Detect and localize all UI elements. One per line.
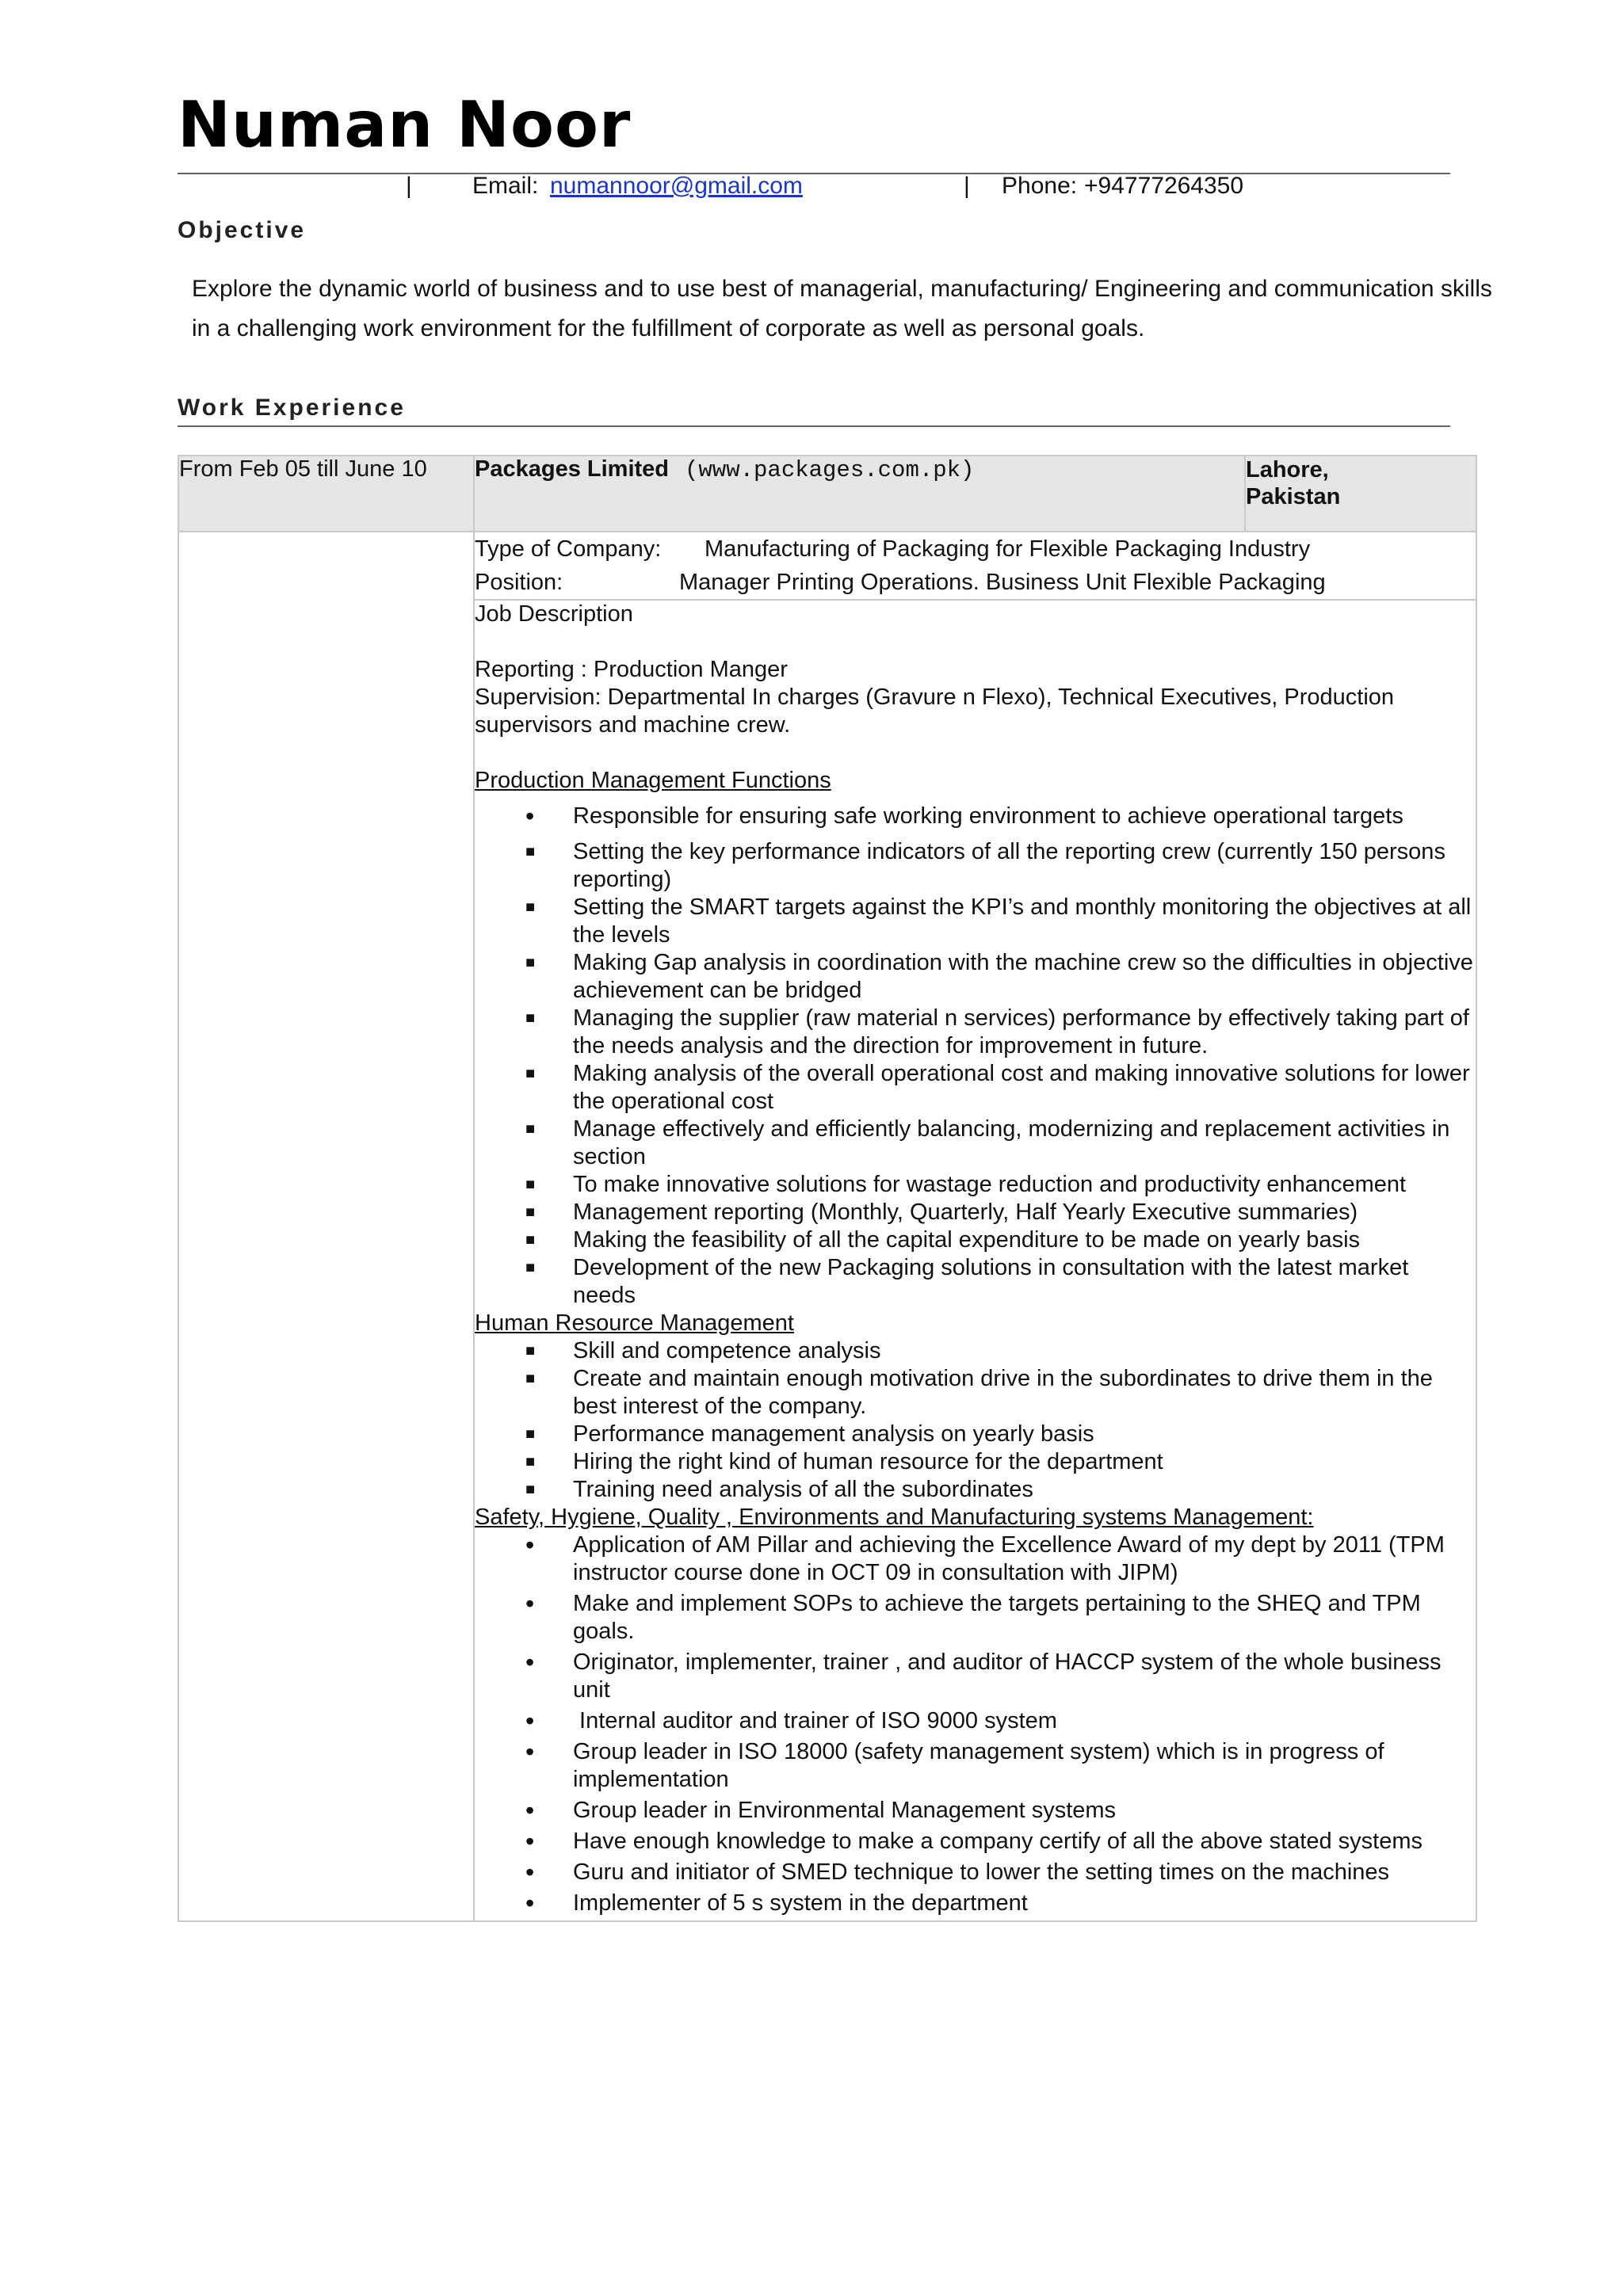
list-item: ■ Setting the SMART targets against the KPI’s and monthly monitoring the objectives at all the levels <box>525 894 1472 948</box>
square-bullet-icon: ■ <box>525 1342 536 1360</box>
list-item: ■ Making the feasibility of all the capital expenditure to be made on yearly basis <box>525 1227 1361 1253</box>
square-bullet-icon: ■ <box>525 1009 536 1027</box>
list-item: • Guru and initiator of SMED technique to lower the setting times on the machines <box>525 1858 1390 1886</box>
list-item: ■ Skill and competence analysis <box>525 1338 881 1363</box>
list-item: ■ Development of the new Packaging solutions in consultation with the latest market needs <box>525 1255 1409 1308</box>
list-item: • Responsible for ensuring safe working environment to achieve operational targets <box>475 795 1476 838</box>
reporting: Reporting : Production Manger <box>475 657 788 682</box>
period-cell <box>178 456 474 532</box>
position-label: Position: <box>475 570 563 595</box>
list-item: ■ Management reporting (Monthly, Quarterly, Half Yearly Executive summaries) <box>525 1199 1358 1225</box>
square-bullet-icon: ■ <box>525 1425 536 1443</box>
square-bullet-icon: ■ <box>525 1259 536 1276</box>
location-cell <box>1245 456 1476 532</box>
bullet-icon: • <box>525 1589 535 1618</box>
hr-heading: Human Resource Management <box>475 1310 794 1336</box>
square-bullet-icon: ■ <box>525 1065 536 1082</box>
list-item: ■ Making Gap analysis in coordination with the machine crew so the difficulties in objective achievement can be bridged <box>525 950 1473 1003</box>
sheq-heading: Safety, Hygiene, Quality , Environments and Manufacturing systems Management: <box>475 1505 1314 1530</box>
company-url: (www.packages.com.pk) <box>685 457 975 483</box>
list-item: • Group leader in ISO 18000 (safety management system) which is in progress of implementation <box>525 1737 1384 1792</box>
email-label: Email: <box>472 173 539 199</box>
bullet-icon: • <box>525 1858 535 1886</box>
company-info-cell <box>474 532 1476 600</box>
square-bullet-icon: ■ <box>525 843 536 860</box>
supervision: Supervision: Departmental In charges (Gravure n Flexo), Technical Executives, Production supervisors and machine crew. <box>475 685 1395 738</box>
company-name: Packages Limited <box>475 456 669 482</box>
square-bullet-icon: ■ <box>525 1203 536 1221</box>
list-item: ■ Setting the key performance indicators of all the reporting crew (currently 150 persons reporting) <box>525 839 1445 892</box>
objective-text: Explore the dynamic world of business and to use best of managerial, manufacturing/ Engineering and communication skills in a challenging work environment for the fulfillment of corporate as well as personal goals. <box>192 276 1492 341</box>
list-item: ■ Performance management analysis on yearly basis <box>525 1421 1094 1447</box>
company-type: Manufacturing of Packaging for Flexible Packaging Industry <box>705 536 1311 562</box>
blank-cell <box>178 532 474 1921</box>
separator: | <box>964 173 970 199</box>
phone-number: +94777264350 <box>1084 173 1244 199</box>
bullet-icon: • <box>525 802 535 830</box>
work-experience-heading: Work Experience <box>178 395 406 421</box>
square-bullet-icon: ■ <box>525 898 536 916</box>
list-item: ■ To make innovative solutions for wastage reduction and productivity enhancement <box>525 1172 1407 1197</box>
square-bullet-icon: ■ <box>525 1176 536 1193</box>
square-bullet-icon: ■ <box>525 1370 536 1387</box>
list-item: • Application of AM Pillar and achieving the Excellence Award of my dept by 2011 (TPM instructor course done in OCT 09 in consultation with JIPM) <box>525 1531 1445 1585</box>
list-item: ■ Manage effectively and efficiently balancing, modernizing and replacement activities in section <box>525 1116 1450 1169</box>
production-list <box>475 838 1476 1310</box>
list-item: ■ Managing the supplier (raw material n services) performance by effectively taking part of the needs analysis and the direction for improvement in future. <box>525 1005 1469 1058</box>
square-bullet-icon: ■ <box>525 1481 536 1498</box>
position: Manager Printing Operations. Business Unit Flexible Packaging <box>679 570 1326 595</box>
hr-list <box>475 1337 1476 1504</box>
experience-table <box>178 455 1477 1922</box>
sheq-list <box>475 1531 1476 1917</box>
bullet-icon: • <box>525 1737 535 1766</box>
location-city: Lahore, <box>1246 457 1329 482</box>
list-item: • Have enough knowledge to make a company certify of all the above stated systems <box>525 1827 1423 1855</box>
company-type-label: Type of Company: <box>475 536 662 562</box>
location-country: Pakistan <box>1246 484 1341 509</box>
objective-heading: Objective <box>178 217 307 243</box>
job-description-cell <box>474 600 1476 1921</box>
bullet-icon: • <box>525 1648 535 1676</box>
square-bullet-icon: ■ <box>525 954 536 971</box>
company-info-row <box>178 532 1476 600</box>
list-item: • Make and implement SOPs to achieve the targets pertaining to the SHEQ and TPM goals. <box>525 1589 1421 1644</box>
production-heading: Production Management Functions <box>475 768 831 793</box>
list-item: • Originator, implementer, trainer , and auditor of HACCP system of the whole business unit <box>525 1648 1442 1703</box>
list-item: • Implementer of 5 s system in the department <box>525 1889 1028 1917</box>
period: From Feb 05 till June 10 <box>179 456 427 482</box>
email-link[interactable]: numannoor@gmail.com <box>550 173 803 199</box>
bullet-icon: • <box>525 1531 535 1559</box>
list-item: • Internal auditor and trainer of ISO 9000 system <box>525 1707 1057 1735</box>
candidate-name: Numan Noor <box>178 88 632 162</box>
square-bullet-icon: ■ <box>525 1453 536 1470</box>
square-bullet-icon: ■ <box>525 1231 536 1249</box>
section-rule <box>178 425 1450 427</box>
company-cell <box>474 456 1245 532</box>
list-item: ■ Create and maintain enough motivation drive in the subordinates to drive them in the best interest of the company. <box>525 1366 1433 1419</box>
list-item: • Group leader in Environmental Management systems <box>525 1796 1117 1825</box>
separator: | <box>406 173 412 199</box>
list-item: ■ Hiring the right kind of human resource for the department <box>525 1449 1163 1474</box>
phone-label: Phone: <box>1002 173 1078 199</box>
bullet-icon: • <box>525 1889 535 1917</box>
list-item: ■ Making analysis of the overall operational cost and making innovative solutions for lower the operational cost <box>525 1061 1470 1114</box>
bullet-icon: • <box>525 1827 535 1855</box>
experience-header-row <box>178 456 1476 532</box>
list-item: ■ Training need analysis of all the subordinates <box>525 1477 1033 1502</box>
production-first-list <box>475 795 1476 838</box>
job-description-title: Job Description <box>475 601 633 627</box>
contact-line <box>178 173 1450 204</box>
bullet-icon: • <box>525 1707 535 1735</box>
bullet-icon: • <box>525 1796 535 1825</box>
square-bullet-icon: ■ <box>525 1120 536 1138</box>
